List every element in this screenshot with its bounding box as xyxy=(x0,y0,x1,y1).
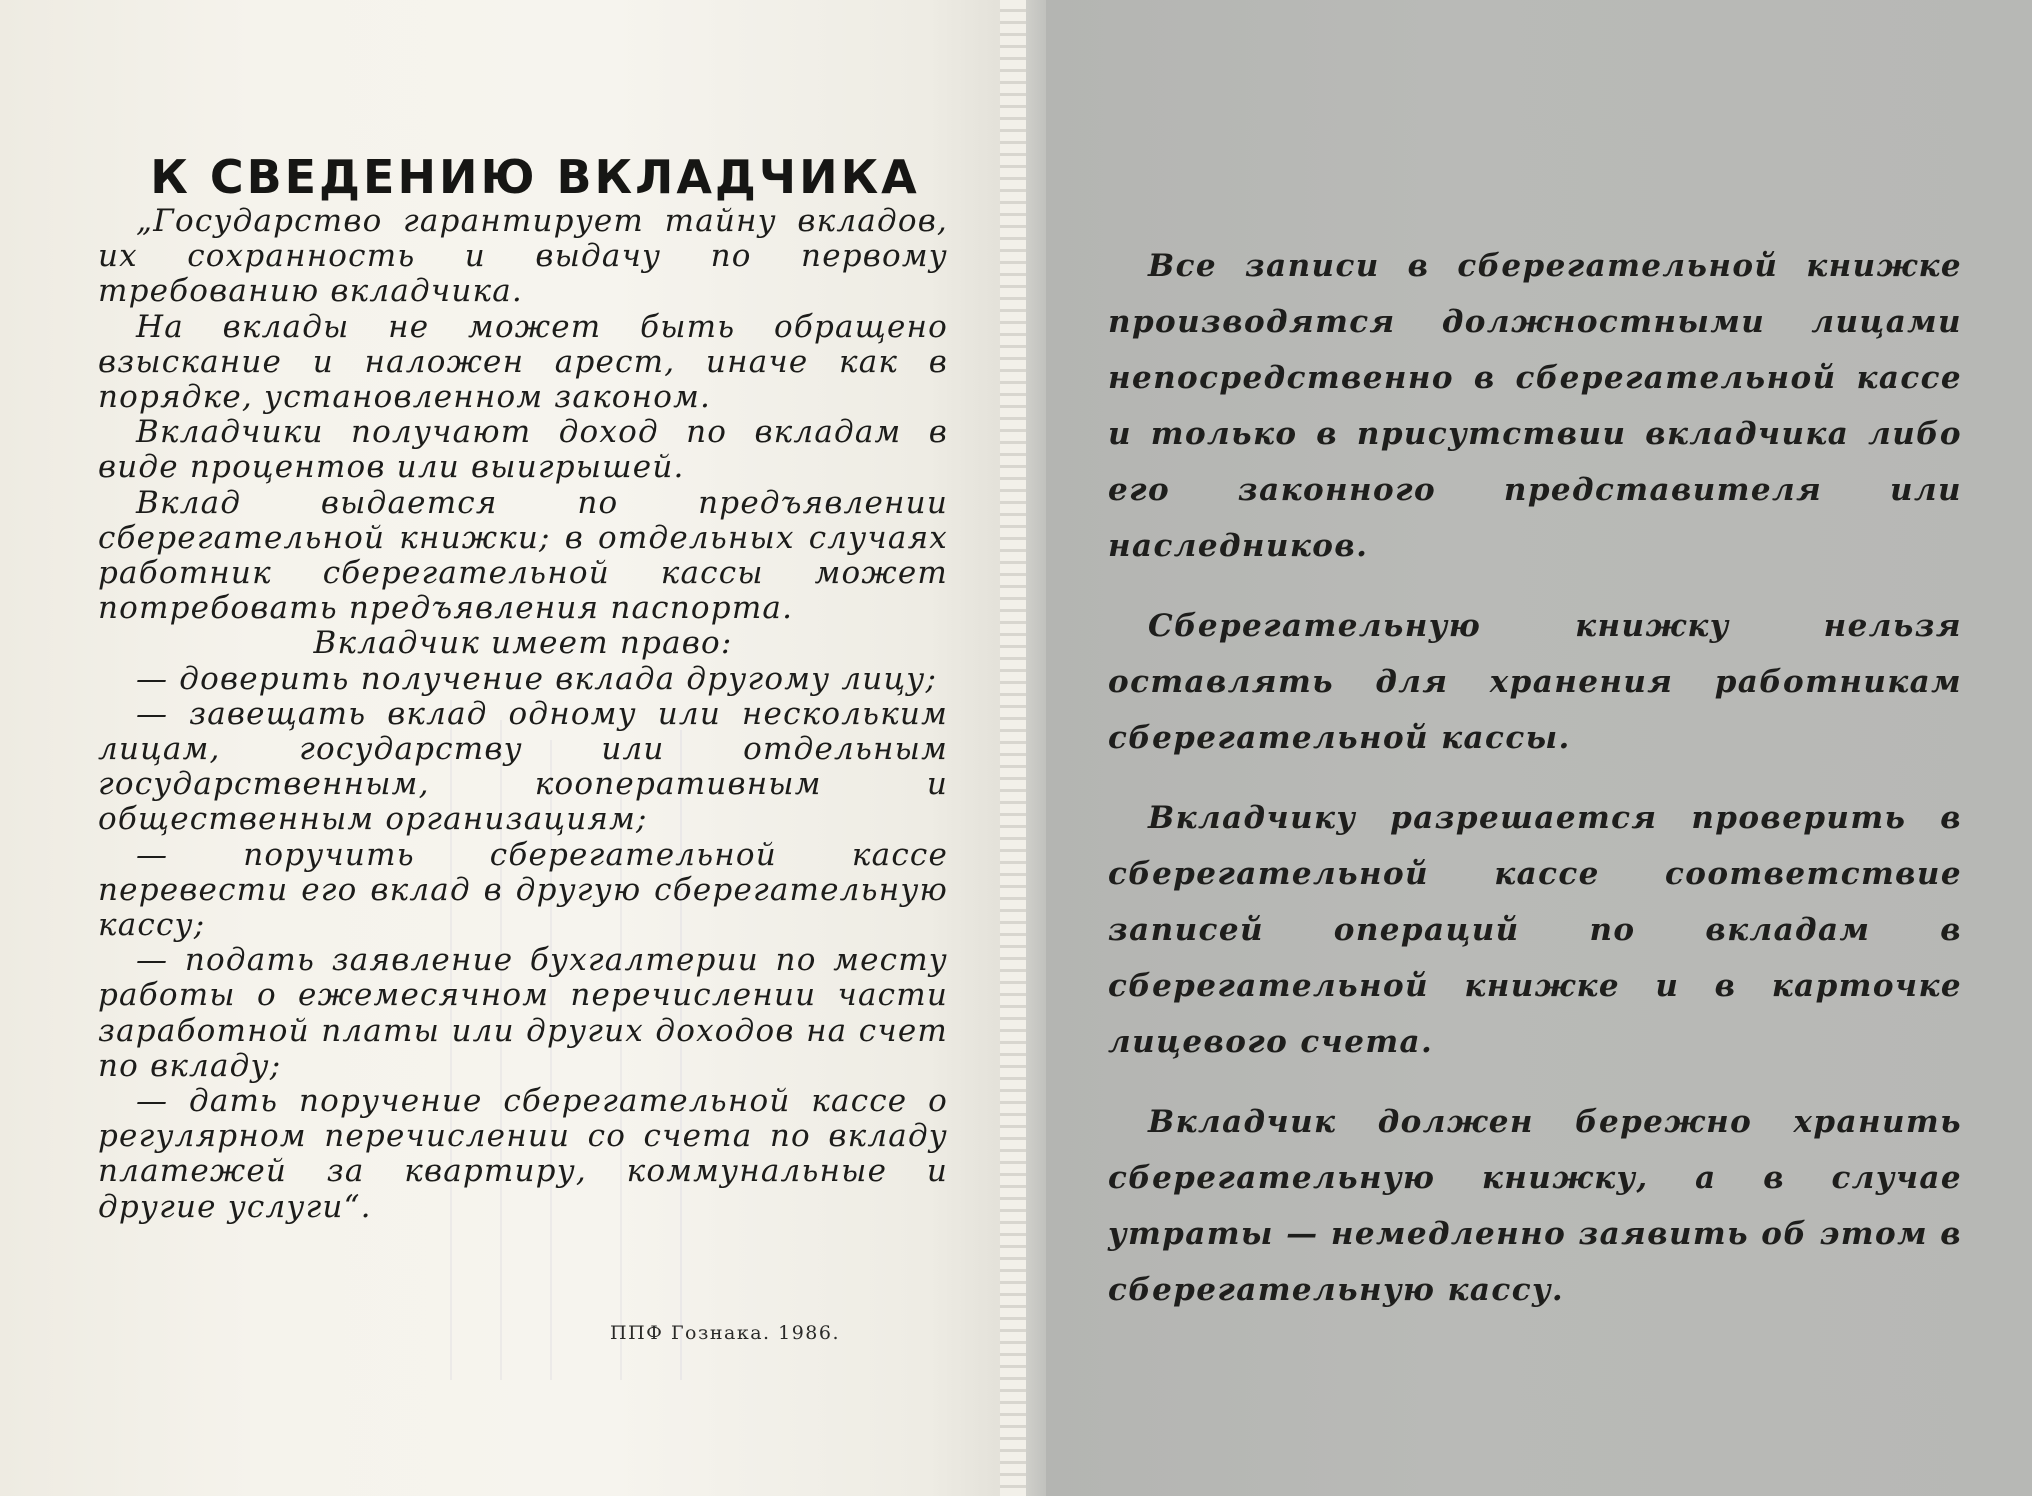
printer-imprint: ППФ Гознака. 1986. xyxy=(610,1322,840,1344)
records-paragraph: Все записи в сберегательной книжке производятся должностными лицами непосредственно в сберегательной кассе и только в присутствии вкладчика либо его законного представителя или наследников. xyxy=(1108,248,1962,564)
right-item-salary: — подать заявление бухгалтерии по месту работы о ежемесячном перечислении части заработной платы или других доходов на счет по вкладу; xyxy=(98,942,948,1084)
rights-heading: Вкладчик имеет право: xyxy=(313,625,733,662)
income-paragraph: Вкладчики получают доход по вкладам в виде процентов или выигрышей. xyxy=(98,414,948,486)
right-item-payments: — дать поручение сберегательной кассе о регулярном перечислении со счета по вкладу платежей за квартиру, коммунальные и другие услуги“. xyxy=(98,1083,948,1225)
right-item-transfer: — поручить сберегательной кассе перевести его вклад в другую сберегательную кассу; xyxy=(98,836,948,944)
withdrawal-paragraph: Вклад выдается по предъявлении сберегательной книжки; в отдельных случаях работник сберегательной кассы может потребовать предъявления паспорта. xyxy=(98,484,948,627)
seizure-paragraph: На вклады не может быть обращено взыскание и наложен арест, иначе как в порядке, установленном законом. xyxy=(98,308,948,416)
guarantee-paragraph: „Государство гарантирует тайну вкладов, их сохранность и выдачу по первому требованию вкладчика. xyxy=(98,203,948,310)
right-item-bequest: — завещать вклад одному или нескольким лицам, государству или отдельным государственным, кооперативным и общественным организациям; xyxy=(98,695,948,838)
left-page-text xyxy=(98,204,948,1225)
loss-paragraph: Вкладчик должен бережно хранить сберегательную книжку, а в случае утраты — немедленно заявить об этом в сберегательную кассу. xyxy=(1108,1104,1962,1308)
storage-paragraph: Сберегательную книжку нельзя оставлять для хранения работникам сберегательной кассы. xyxy=(1108,608,1962,756)
right-item-proxy: — доверить получение вклада другому лицу; xyxy=(136,660,938,697)
book-gutter xyxy=(1026,0,1048,1496)
right-page-text xyxy=(1108,238,1962,1342)
verification-paragraph: Вкладчику разрешается проверить в сберегательной кассе соответствие записей операций по вкладам в сберегательной книжке и в карточке лицевого счета. xyxy=(1108,800,1962,1060)
page-title: К СВЕДЕНИЮ ВКЛАДЧИКА xyxy=(150,150,920,204)
